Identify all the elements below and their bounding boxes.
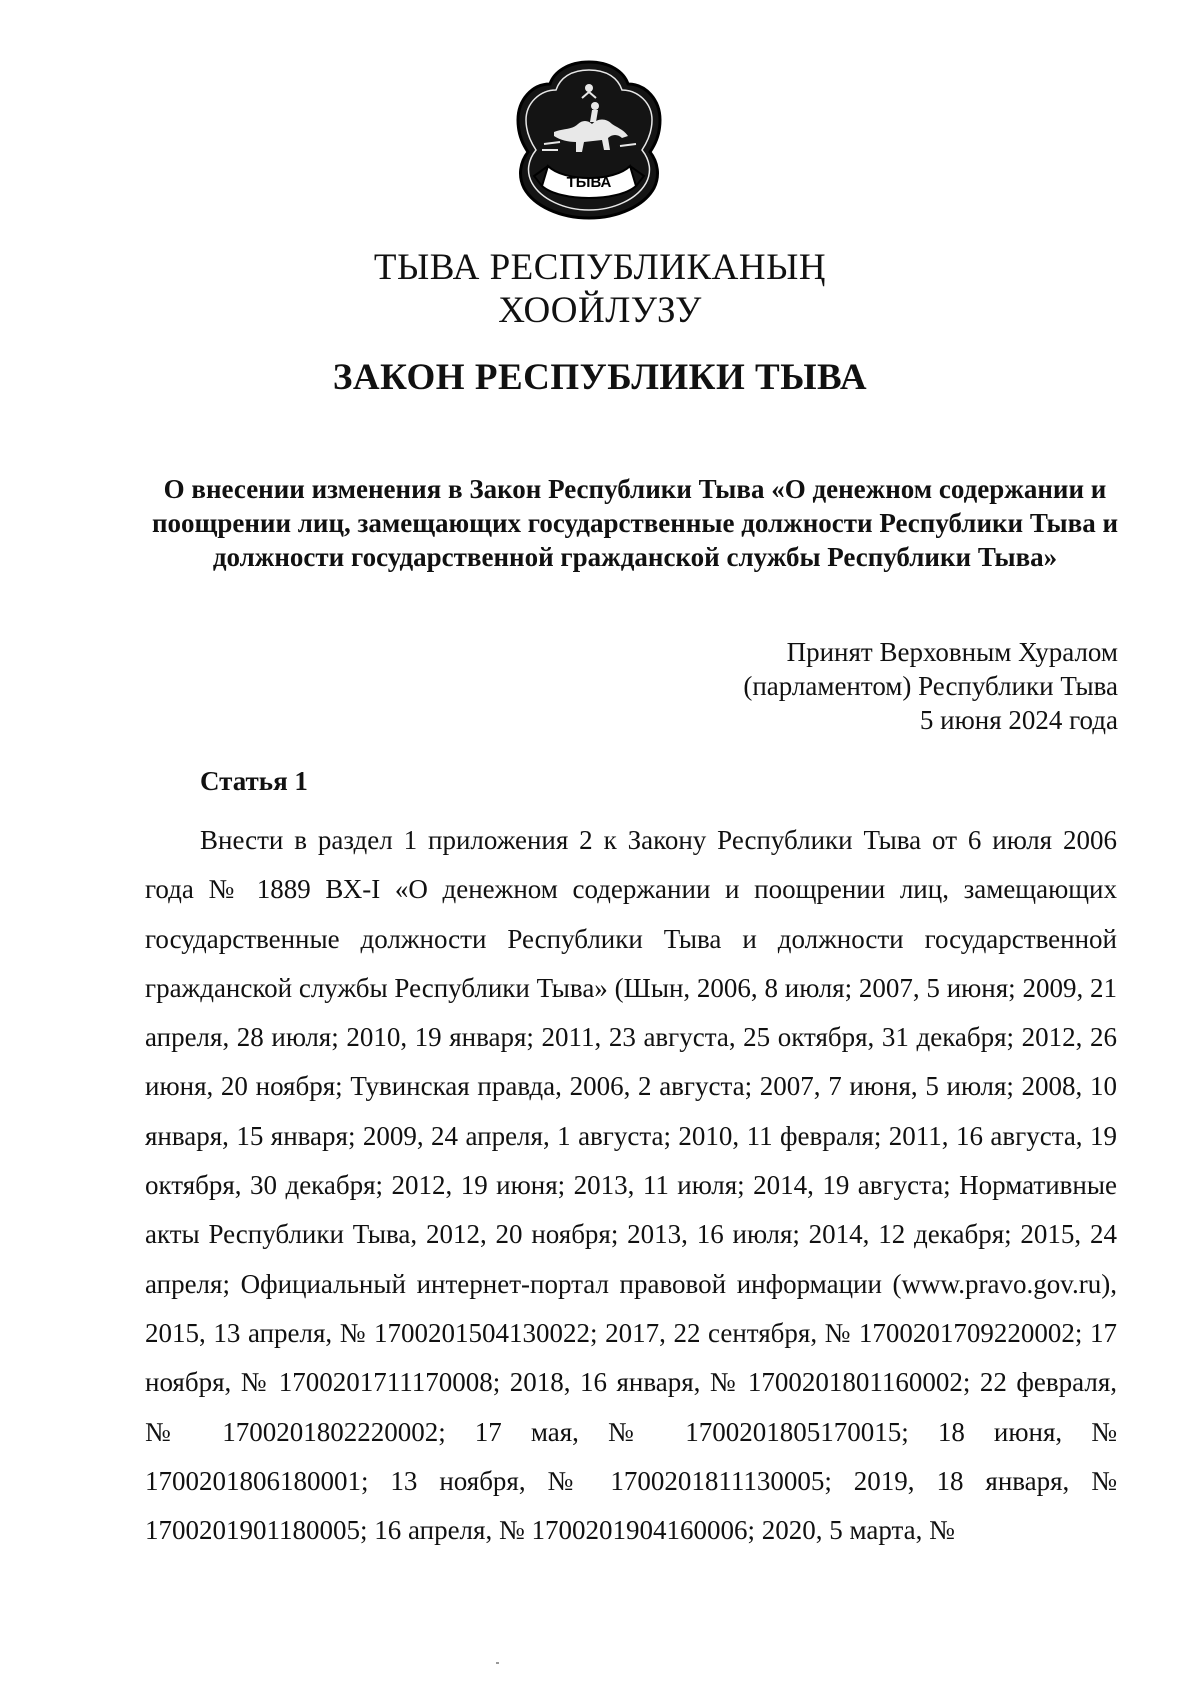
coat-of-arms-emblem xyxy=(514,58,664,222)
law-title-tuvan xyxy=(0,246,1200,332)
article-heading: Статья 1 xyxy=(200,766,308,796)
adoption-date: 5 июня 2024 года xyxy=(919,705,1118,735)
adoption-line-2: (парламентом) Республики Тыва xyxy=(743,671,1118,701)
tuva-coat-of-arms-icon xyxy=(514,58,664,222)
law-subject-heading: О внесении изменения в Закон Республики Тыва «О денежном содержании и поощрении лиц, замещающих государственные должности Республики Тыва и должности государственной гражданской службы Республики Тыва» xyxy=(151,474,1118,572)
law-title-tuvan-line1: ТЫВА РЕСПУБЛИКАНЫҢ xyxy=(373,247,827,288)
adoption-line-1: Принят Верховным Хуралом xyxy=(786,637,1118,667)
article-body-text: Внести в раздел 1 приложения 2 к Закону Республики Тыва от 6 июля 2006 года № 1889 ВХ-I «О денежном содержании и поощрении лиц, замещающих государственные должности Республики Тыва и должности государственной гражданской службы Республики Тыва» (Шын, 2006, 8 июля; 2007, 5 июня; 2009, 21 апреля, 28 июля; 2010, 19 января; 2011, 23 августа, 25 октября, 31 декабря; 2012, 26 июня, 20 ноября; Тувинская правда, 2006, 2 августа; 2007, 7 июня, 5 июля; 2008, 10 января, 15 января; 2009, 24 апреля, 1 августа; 2010, 11 февраля; 2011, 16 августа, 19 октября, 30 декабря; 2012, 19 июня; 2013, 11 июля; 2014, 19 августа; Нормативные акты Республики Тыва, 2012, 20 ноября; 2013, 16 июля; 2014, 12 декабря; 2015, 24 апреля; Официальный интернет-портал правовой информации (www.pravo.gov.ru), 2015, 13 апреля, № 1700201504130022; 2017, 22 сентября, № 1700201709220002; 17 ноября, № 1700201711170008; 2018, 16 января, № 1700201801160002; 22 февраля, № 1700201802220002; 17 мая, № 1700201805170015; 18 июня, № 1700201806180001; 13 ноября, № 1700201811130005; 2019, 18 января, № 1700201901180005; 16 апреля, № 1700201904160006; 2020, 5 марта, № xyxy=(145,825,1117,1546)
emblem-ribbon-text: ТЫВА xyxy=(566,174,612,191)
adoption-note xyxy=(743,635,1118,737)
scan-artifact-dot xyxy=(496,1662,499,1664)
law-title-russian: ЗАКОН РЕСПУБЛИКИ ТЫВА xyxy=(332,357,868,398)
law-title-tuvan-line2: ХООЙЛУЗУ xyxy=(498,290,702,331)
